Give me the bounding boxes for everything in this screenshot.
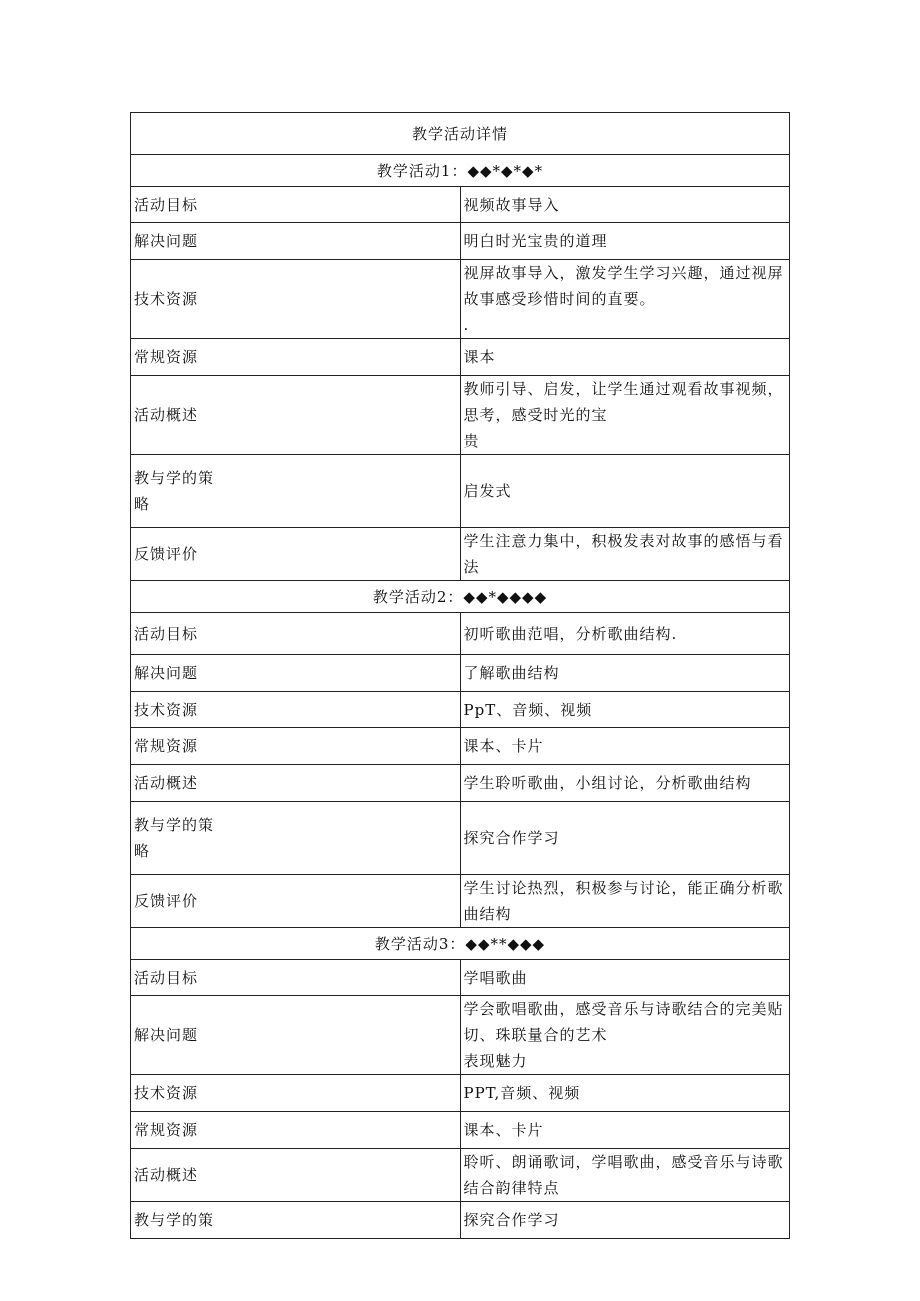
row-label: 教与学的策 略: [131, 455, 461, 528]
table-row: [131, 996, 790, 1075]
table-row: [131, 1149, 790, 1202]
row-value: 探究合作学习: [460, 1202, 790, 1239]
table-row: [131, 376, 790, 455]
table-row: [131, 528, 790, 581]
table-row: [131, 960, 790, 996]
row-value: PpT、音频、视频: [460, 692, 790, 728]
row-value: 学会歌唱歌曲，感受音乐与诗歌结合的完美贴切、珠联量合的艺术 表现魅力: [460, 996, 790, 1075]
section-heading: 教学活动2：◆◆*◆◆◆◆: [131, 581, 790, 613]
table-row: [131, 875, 790, 928]
row-value: 视屏故事导入，激发学生学习兴趣，通过视屏故事感受珍惜时间的直要。 .: [460, 260, 790, 339]
row-value: 课本、卡片: [460, 1112, 790, 1149]
section-heading-row: [131, 928, 790, 960]
row-label: 活动概述: [131, 376, 461, 455]
row-value: 启发式: [460, 455, 790, 528]
row-label: 解决问题: [131, 223, 461, 260]
row-value: 学生注意力集中，积极发表对故事的感悟与看法: [460, 528, 790, 581]
section-heading-row: [131, 155, 790, 187]
row-label: 活动目标: [131, 187, 461, 223]
activity-details-table: [130, 112, 790, 1239]
table-row: [131, 692, 790, 728]
row-value: 学生讨论热烈，积极参与讨论，能正确分析歌曲结构: [460, 875, 790, 928]
row-value: 明白时光宝贵的道理: [460, 223, 790, 260]
row-label: 技术资源: [131, 692, 461, 728]
row-label: 技术资源: [131, 260, 461, 339]
table-row: [131, 260, 790, 339]
table-row: [131, 1112, 790, 1149]
table-row: [131, 187, 790, 223]
row-label: 活动概述: [131, 1149, 461, 1202]
table-row: [131, 223, 790, 260]
table-row: [131, 455, 790, 528]
row-label: 反馈评价: [131, 528, 461, 581]
row-label: 反馈评价: [131, 875, 461, 928]
row-label: 常规资源: [131, 1112, 461, 1149]
row-label: 解决问题: [131, 655, 461, 692]
table-row: [131, 1075, 790, 1112]
table-title-row: [131, 113, 790, 155]
row-label: 活动目标: [131, 960, 461, 996]
row-value: 视频故事导入: [460, 187, 790, 223]
row-value: 探究合作学习: [460, 802, 790, 875]
row-value: 学唱歌曲: [460, 960, 790, 996]
row-label: 活动概述: [131, 765, 461, 802]
row-label: 教与学的策: [131, 1202, 461, 1239]
row-label: 解决问题: [131, 996, 461, 1075]
table-row: [131, 802, 790, 875]
table-row: [131, 1202, 790, 1239]
row-value: 课本、卡片: [460, 728, 790, 765]
section-heading: 教学活动1：◆◆*◆*◆*: [131, 155, 790, 187]
table-row: [131, 655, 790, 692]
row-label: 常规资源: [131, 339, 461, 376]
row-value: 了解歌曲结构: [460, 655, 790, 692]
table-row: [131, 339, 790, 376]
table-row: [131, 613, 790, 655]
row-value: 课本: [460, 339, 790, 376]
row-value: PPT,音频、视频: [460, 1075, 790, 1112]
section-heading: 教学活动3：◆◆**◆◆◆: [131, 928, 790, 960]
table-row: [131, 728, 790, 765]
row-label: 技术资源: [131, 1075, 461, 1112]
row-label: 教与学的策 略: [131, 802, 461, 875]
row-label: 常规资源: [131, 728, 461, 765]
table-title: 教学活动详情: [131, 113, 790, 155]
row-label: 活动目标: [131, 613, 461, 655]
section-heading-row: [131, 581, 790, 613]
row-value: 聆听、朗诵歌词，学唱歌曲，感受音乐与诗歌结合韵律特点: [460, 1149, 790, 1202]
row-value: 初听歌曲范唱，分析歌曲结构.: [460, 613, 790, 655]
row-value: 学生聆听歌曲，小组讨论，分析歌曲结构: [460, 765, 790, 802]
table-row: [131, 765, 790, 802]
row-value: 教师引导、启发，让学生通过观看故事视频，思考，感受时光的宝 贵: [460, 376, 790, 455]
